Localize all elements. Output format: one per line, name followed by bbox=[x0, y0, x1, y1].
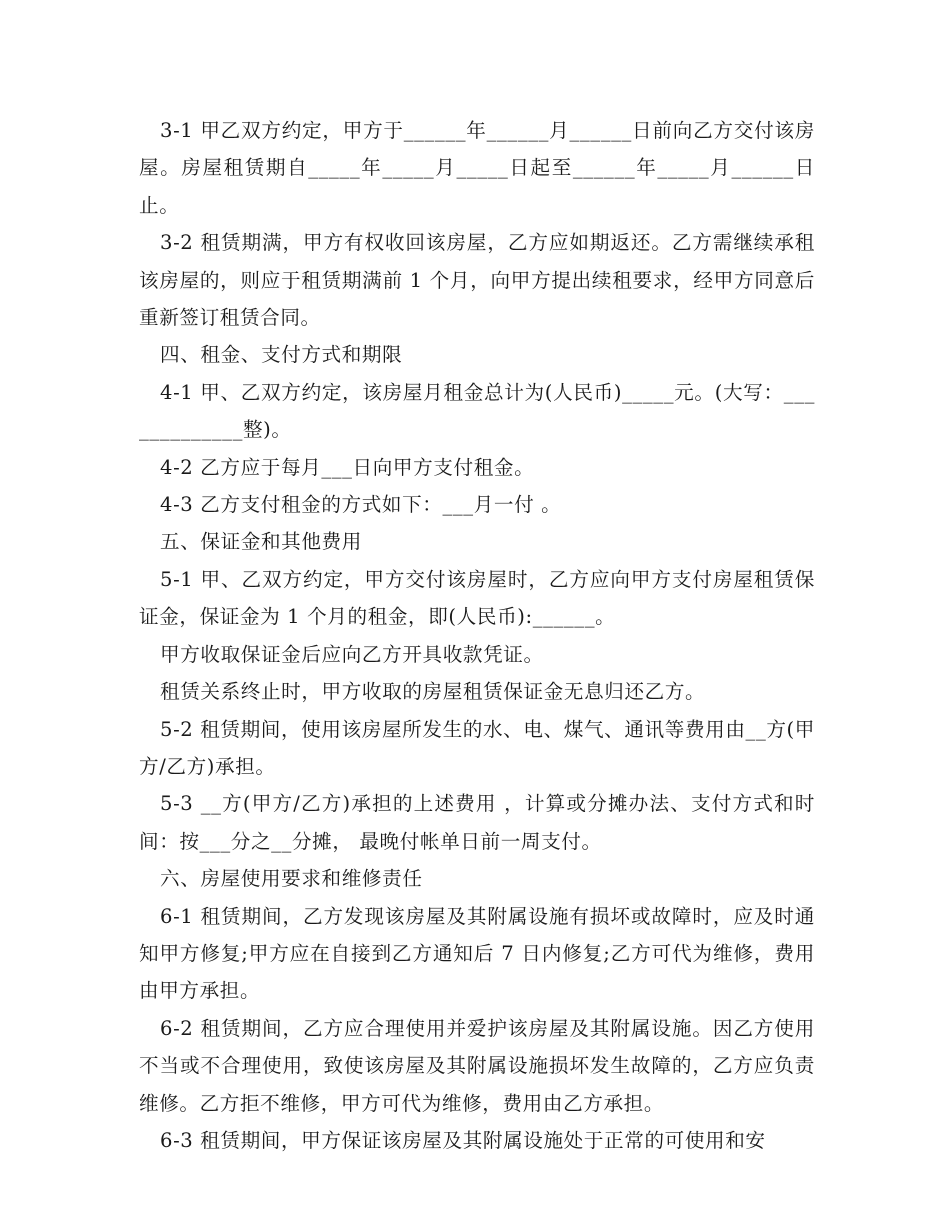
section-heading-deposit: 五、保证金和其他费用 bbox=[160, 530, 362, 554]
clause-4-1: 4-1 甲、乙双方约定，该房屋月租金总计为(人民币)_____元。(大写：_____________整)。 bbox=[139, 380, 815, 442]
clause-3-1: 3-1 甲乙双方约定，甲方于______年______月______日前向乙方交付该房屋。房屋租赁期自_____年_____月_____日起至______年_____月______日止。 bbox=[139, 119, 815, 217]
clause-5-3: 5-3 __方(甲方/乙方)承担的上述费用 ，计算或分摊办法、支付方式和时间：按___分之__分摊， 最晚付帐单日前一周支付。 bbox=[139, 792, 815, 853]
clause-4-2: 4-2 乙方应于每月___日向甲方支付租金。 bbox=[160, 455, 535, 479]
clause-3-2: 3-2 租赁期满，甲方有权收回该房屋，乙方应如期返还。乙方需继续承租该房屋的，则应于租赁期满前 1 个月，向甲方提出续租要求，经甲方同意后重新签订租赁合同。 bbox=[139, 231, 815, 330]
clause-6-2: 6-2 租赁期间，乙方应合理使用并爱护该房屋及其附属设施。因乙方使用不当或不合理使用，致使该房屋及其附属设施损坏发生故障的，乙方应负责维修。乙方拒不维修，甲方可代为维修，费用由乙方承担。 bbox=[139, 1016, 815, 1115]
clause-5-2: 5-2 租赁期间，使用该房屋所发生的水、电、煤气、通讯等费用由__方(甲方/乙方)承担。 bbox=[139, 717, 815, 778]
deposit-return-note: 租赁关系终止时，甲方收取的房屋租赁保证金无息归还乙方。 bbox=[160, 680, 706, 704]
clause-6-3: 6-3 租赁期间，甲方保证该房屋及其附属设施处于正常的可使用和安 bbox=[160, 1128, 766, 1152]
clause-5-1: 5-1 甲、乙双方约定，甲方交付该房屋时，乙方应向甲方支付房屋租赁保证金，保证金为 1 个月的租金，即(人民币):______。 bbox=[139, 567, 815, 629]
document-page bbox=[139, 112, 815, 1159]
section-heading-maintenance: 六、房屋使用要求和维修责任 bbox=[160, 867, 423, 891]
clause-6-1: 6-1 租赁期间，乙方发现该房屋及其附属设施有损坏或故障时，应及时通知甲方修复;甲方应在自接到乙方通知后 7 日内修复;乙方可代为维修，费用由甲方承担。 bbox=[139, 904, 815, 1003]
deposit-receipt-note: 甲方收取保证金后应向乙方开具收款凭证。 bbox=[160, 642, 544, 666]
section-heading-rent: 四、租金、支付方式和期限 bbox=[160, 343, 403, 367]
clause-4-3: 4-3 乙方支付租金的方式如下：___月一付 。 bbox=[160, 493, 562, 517]
